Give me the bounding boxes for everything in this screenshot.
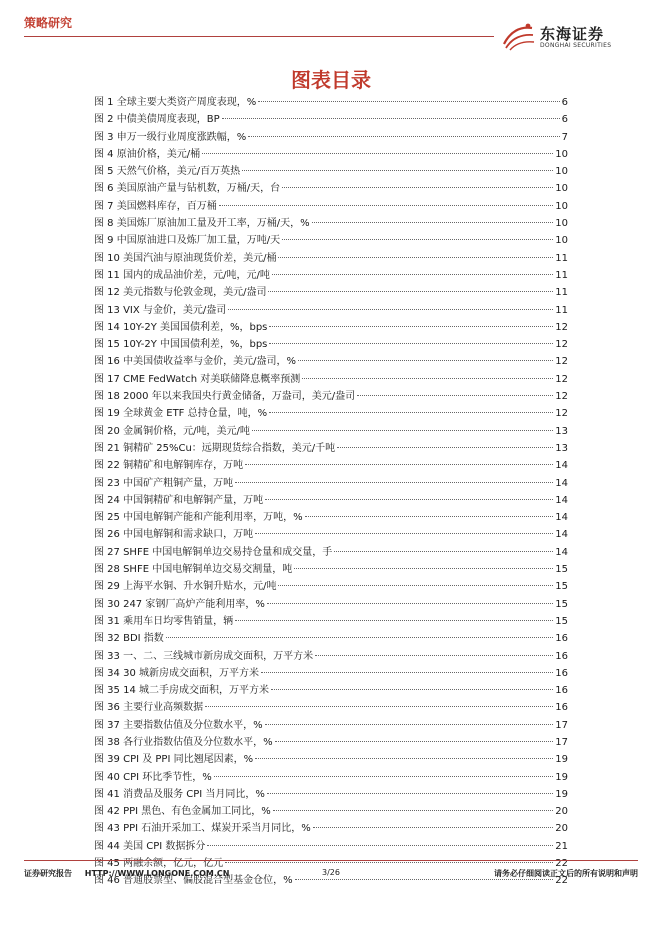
toc-entry-page: 11 <box>555 287 568 299</box>
toc-entry[interactable] <box>94 302 568 319</box>
toc-dot-leader <box>252 430 553 431</box>
toc-entry-label: 图 13 VIX 与金价，美元/盎司 <box>94 304 227 316</box>
toc-dot-leader <box>334 551 553 552</box>
toc-entry-page: 17 <box>555 719 568 731</box>
toc-entry-label: 图 22 铜精矿和电解铜库存，万吨 <box>94 460 244 472</box>
toc-entry-page: 10 <box>555 218 568 230</box>
toc-dot-leader <box>235 482 553 483</box>
toc-dot-leader <box>202 153 553 154</box>
toc-dot-leader <box>258 101 559 102</box>
toc-dot-leader <box>282 239 553 240</box>
toc-entry[interactable] <box>94 423 568 440</box>
toc-entry-page: 20 <box>555 806 568 818</box>
footer-page-number: 3/26 <box>322 868 340 877</box>
toc-dot-leader <box>315 655 553 656</box>
toc-dot-leader <box>282 187 553 188</box>
page-title: 图表目录 <box>291 68 371 92</box>
toc-dot-leader <box>255 758 553 759</box>
toc-entry-label: 图 29 上海平水铜、升水铜升贴水，元/吨 <box>94 581 277 593</box>
toc-dot-leader <box>278 585 553 586</box>
toc-entry-page: 12 <box>555 373 568 385</box>
toc-dot-leader <box>214 776 554 777</box>
toc-dot-leader <box>313 827 553 828</box>
toc-dot-leader <box>272 274 553 275</box>
toc-dot-leader <box>267 793 553 794</box>
toc-entry[interactable] <box>94 717 568 734</box>
toc-entry-label: 图 24 中国铜精矿和电解铜产量，万吨 <box>94 494 264 506</box>
toc-dot-leader <box>255 533 553 534</box>
toc-entry-label: 图 26 中国电解铜和需求缺口，万吨 <box>94 529 254 541</box>
toc-entry-label: 图 11 国内的成品油价差，元/吨，元/吨 <box>94 269 270 281</box>
header-section-label: 策略研究 <box>24 16 73 30</box>
wave-logo-icon <box>500 22 536 52</box>
toc-entry-page: 14 <box>555 494 568 506</box>
toc-entry-label: 图 6 美国原油产量与钻机数，万桶/天，台 <box>94 183 281 195</box>
toc-entry[interactable] <box>94 509 568 526</box>
toc-dot-leader <box>298 360 553 361</box>
toc-entry-page: 12 <box>555 391 568 403</box>
toc-entry-page: 19 <box>555 788 568 800</box>
toc-entry-label: 图 43 PPI 石油开采加工、煤炭开采当月同比，% <box>94 823 311 835</box>
toc-dot-leader <box>269 326 553 327</box>
logo-chinese-text: 东海证券 <box>540 25 605 43</box>
toc-entry[interactable] <box>94 336 568 353</box>
header-rule <box>24 36 494 37</box>
toc-entry[interactable] <box>94 769 568 786</box>
toc-entry-page: 20 <box>555 823 568 835</box>
toc-entry-label: 图 42 PPI 黑色、有色金属加工同比，% <box>94 806 271 818</box>
toc-entry[interactable] <box>94 180 568 197</box>
toc-entry[interactable] <box>94 457 568 474</box>
toc-entry[interactable] <box>94 111 568 128</box>
toc-entry-label: 图 18 2000 年以来我国央行黄金储备，万盎司，美元/盎司 <box>94 391 356 403</box>
toc-entry-page: 16 <box>555 667 568 679</box>
toc-entry[interactable] <box>94 163 568 180</box>
toc-entry[interactable] <box>94 215 568 232</box>
toc-entry-page: 11 <box>555 252 568 264</box>
toc-entry-page: 10 <box>555 235 568 247</box>
toc-entry[interactable] <box>94 284 568 301</box>
toc-entry-page: 12 <box>555 356 568 368</box>
toc-entry-label: 图 33 一、二、三线城市新房成交面积，万平方米 <box>94 650 314 662</box>
toc-entry-page: 6 <box>561 114 568 126</box>
toc-entry-page: 12 <box>555 408 568 420</box>
toc-entry-page: 15 <box>555 564 568 576</box>
toc-dot-leader <box>245 464 553 465</box>
toc-dot-leader <box>294 568 553 569</box>
toc-dot-leader <box>205 706 553 707</box>
toc-entry[interactable] <box>94 561 568 578</box>
toc-entry-label: 图 30 247 家钢厂高炉产能利用率，% <box>94 598 265 610</box>
toc-entry[interactable] <box>94 146 568 163</box>
toc-entry-page: 14 <box>555 546 568 558</box>
toc-entry-label: 图 46 普通股票型、偏股混合型基金仓位，% <box>94 875 293 887</box>
toc-entry-label: 图 15 10Y-2Y 中国国债利差，%，bps <box>94 339 268 351</box>
toc-entry-page: 19 <box>555 754 568 766</box>
toc-entry-label: 图 17 CME FedWatch 对美联储降息概率预测 <box>94 373 301 385</box>
toc-entry-page: 15 <box>555 615 568 627</box>
footer-disclaimer: 请务必仔细阅读正文后的所有说明和声明 <box>494 869 638 878</box>
toc-dot-leader <box>312 222 554 223</box>
toc-entry-page: 16 <box>555 685 568 697</box>
toc-dot-leader <box>248 136 559 137</box>
toc-entry[interactable] <box>94 544 568 561</box>
toc-entry-label: 图 10 美国汽油与原油现货价差，美元/桶 <box>94 252 277 264</box>
toc-dot-leader <box>275 741 554 742</box>
toc-entry[interactable] <box>94 267 568 284</box>
toc-entry-label: 图 40 CPI 环比季节性，% <box>94 771 212 783</box>
toc-entry-label: 图 32 BDI 指数 <box>94 633 164 645</box>
toc-entry-page: 13 <box>555 442 568 454</box>
toc-dot-leader <box>271 689 553 690</box>
toc-entry-label: 图 2 中债美债周度表现，BP <box>94 114 220 126</box>
toc-dot-leader <box>305 516 554 517</box>
toc-entry[interactable] <box>94 682 568 699</box>
toc-entry[interactable] <box>94 232 568 249</box>
logo-english-text: DONGHAI SECURITIES <box>540 42 612 49</box>
toc-entry-label: 图 31 乘用车日均零售销量，辆 <box>94 615 234 627</box>
toc-entry-label: 图 25 中国电解铜产能和产能利用率，万吨，% <box>94 512 303 524</box>
toc-entry[interactable] <box>94 475 568 492</box>
toc-entry-page: 10 <box>555 200 568 212</box>
toc-entry-page: 11 <box>555 304 568 316</box>
toc-entry[interactable] <box>94 198 568 215</box>
footer-rule <box>24 860 638 861</box>
toc-entry-page: 16 <box>555 633 568 645</box>
toc-entry-page: 21 <box>555 840 568 852</box>
toc-entry-label: 图 19 全球黄金 ETF 总持仓量，吨，% <box>94 408 268 420</box>
toc-entry[interactable] <box>94 129 568 146</box>
toc-entry[interactable] <box>94 388 568 405</box>
toc-entry-label: 图 34 30 城新房成交面积，万平方米 <box>94 667 259 679</box>
toc-entry[interactable] <box>94 405 568 422</box>
toc-entry[interactable] <box>94 440 568 457</box>
toc-dot-leader <box>267 603 553 604</box>
toc-entry-label: 图 38 各行业指数估值及分位数水平，% <box>94 736 273 748</box>
toc-entry-page: 6 <box>561 97 568 108</box>
toc-dot-leader <box>273 810 553 811</box>
toc-dot-leader <box>222 118 560 119</box>
toc-entry-label: 图 5 天然气价格，美元/百万英热 <box>94 166 241 178</box>
toc-dot-leader <box>242 170 553 171</box>
company-logo <box>500 22 640 52</box>
toc-entry[interactable] <box>94 613 568 630</box>
toc-entry[interactable] <box>94 596 568 613</box>
toc-entry-page: 11 <box>555 269 568 281</box>
toc-entry-page: 10 <box>555 148 568 160</box>
toc-entry-label: 图 16 中美国债收益率与金价，美元/盎司，% <box>94 356 296 368</box>
toc-entry-page: 7 <box>561 131 568 143</box>
toc-dot-leader <box>295 879 554 880</box>
toc-entry[interactable] <box>94 648 568 665</box>
toc-entry-page: 13 <box>555 425 568 437</box>
toc-entry[interactable] <box>94 820 568 837</box>
footer-report-type: 证券研究报告 <box>24 869 72 878</box>
toc-entry-page: 14 <box>555 529 568 541</box>
toc-entry-page: 14 <box>555 512 568 524</box>
toc-entry[interactable] <box>94 371 568 388</box>
toc-dot-leader <box>357 395 553 396</box>
toc-dot-leader <box>278 257 553 258</box>
toc-dot-leader <box>269 412 553 413</box>
toc-entry-label: 图 4 原油价格，美元/桶 <box>94 148 201 160</box>
toc-entry-label: 图 44 美国 CPI 数据拆分 <box>94 840 206 852</box>
toc-dot-leader <box>269 343 553 344</box>
toc-dot-leader <box>166 637 553 638</box>
toc-entry-label: 图 14 10Y-2Y 美国国债利差，%，bps <box>94 321 268 333</box>
toc-entry-page: 12 <box>555 321 568 333</box>
toc-entry-page: 22 <box>555 875 568 887</box>
toc-entry[interactable] <box>94 699 568 716</box>
toc-entry[interactable] <box>94 803 568 820</box>
toc-dot-leader <box>265 724 554 725</box>
toc-entry-label: 图 36 主要行业高频数据 <box>94 702 204 714</box>
toc-entry-page: 16 <box>555 650 568 662</box>
toc-entry[interactable] <box>94 492 568 509</box>
toc-entry-page: 19 <box>555 771 568 783</box>
toc-entry[interactable] <box>94 250 568 267</box>
toc-entry-page: 14 <box>555 477 568 489</box>
toc-entry-label: 图 28 SHFE 中国电解铜单边交易交割量，吨 <box>94 564 293 576</box>
toc-entry-page: 17 <box>555 736 568 748</box>
toc-entry[interactable] <box>94 734 568 751</box>
toc-entry[interactable] <box>94 630 568 647</box>
footer-url-link[interactable]: HTTP://WWW.LONGONE.COM.CN <box>84 869 230 878</box>
toc-entry-page: 15 <box>555 598 568 610</box>
toc-entry-label: 图 41 消费品及服务 CPI 当月同比，% <box>94 788 265 800</box>
toc-entry-label: 图 9 中国原油进口及炼厂加工量，万吨/天 <box>94 235 281 247</box>
toc-dot-leader <box>219 205 554 206</box>
toc-dot-leader <box>265 499 553 500</box>
toc-entry-label: 图 7 美国燃料库存，百万桶 <box>94 200 217 212</box>
toc-entry-label: 图 12 美元指数与伦敦金现，美元/盎司 <box>94 287 267 299</box>
toc-entry-label: 图 35 14 城二手房成交面积，万平方米 <box>94 685 269 697</box>
toc-entry-label: 图 23 中国矿产粗铜产量，万吨 <box>94 477 234 489</box>
toc-entry-label: 图 39 CPI 及 PPI 同比翘尾因素，% <box>94 754 254 766</box>
toc-entry[interactable] <box>94 838 568 855</box>
toc-dot-leader <box>302 378 553 379</box>
toc-entry[interactable] <box>94 786 568 803</box>
toc-entry-label: 图 8 美国炼厂原油加工量及开工率，万桶/天，% <box>94 218 310 230</box>
toc-entry[interactable] <box>94 578 568 595</box>
toc-entry-page: 12 <box>555 339 568 351</box>
toc-entry[interactable] <box>94 319 568 336</box>
toc-entry[interactable] <box>94 353 568 370</box>
toc-dot-leader <box>228 309 553 310</box>
toc-entry-label: 图 3 申万一级行业周度涨跌幅，% <box>94 131 247 143</box>
toc-dot-leader <box>268 291 553 292</box>
toc-entry-page: 22 <box>555 858 568 870</box>
toc-entry-page: 14 <box>555 460 568 472</box>
figure-list <box>94 94 568 890</box>
toc-dot-leader <box>207 845 553 846</box>
toc-entry-label: 图 27 SHFE 中国电解铜单边交易持仓量和成交量，手 <box>94 546 333 558</box>
toc-entry-label: 图 45 两融余额，亿元，亿元 <box>94 858 224 870</box>
toc-entry-label: 图 21 铜精矿 25%Cu：远期现货综合指数，美元/千吨 <box>94 442 336 454</box>
toc-dot-leader <box>261 672 553 673</box>
toc-entry-page: 10 <box>555 183 568 195</box>
toc-entry-page: 16 <box>555 702 568 714</box>
toc-dot-leader <box>225 862 553 863</box>
toc-entry-page: 10 <box>555 166 568 178</box>
toc-entry-page: 15 <box>555 581 568 593</box>
toc-dot-leader <box>235 620 553 621</box>
toc-entry-label: 图 1 全球主要大类资产周度表现，% <box>94 97 257 108</box>
toc-entry-label: 图 20 金属铜价格，元/吨，美元/吨 <box>94 425 250 437</box>
toc-entry[interactable] <box>94 526 568 543</box>
toc-entry-label: 图 37 主要指数估值及分位数水平，% <box>94 719 263 731</box>
toc-dot-leader <box>337 447 553 448</box>
toc-entry[interactable] <box>94 665 568 682</box>
toc-entry[interactable] <box>94 751 568 768</box>
toc-entry[interactable] <box>94 94 568 111</box>
